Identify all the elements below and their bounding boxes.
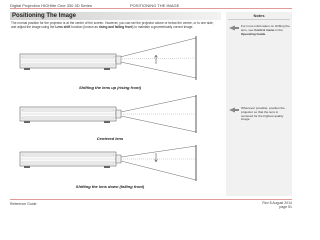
caption-rising-front: Shifting the lens up (rising front)	[79, 85, 141, 90]
figure-falling-front	[16, 143, 201, 183]
note-1	[241, 25, 290, 36]
notes-divider	[228, 19, 290, 20]
page-number: page 51	[279, 205, 292, 210]
rising-front-diagram	[16, 34, 201, 84]
intro-bold-1: Lens shift	[55, 25, 71, 29]
note-pointer-icon	[229, 25, 239, 31]
note-1-text-pre: For more information on shifting the lens, see	[241, 24, 290, 32]
intro-bold-2: rising and falling front	[98, 25, 133, 29]
footer-revision: Rev 8 August 2014	[262, 201, 292, 205]
figure-centered-lens	[16, 93, 201, 135]
falling-front-diagram	[16, 143, 201, 183]
note-2: Whenever possible, position the projector so that the lens is centered for the highest quality image.	[241, 106, 285, 122]
note-1-bold: Control menu	[254, 27, 275, 32]
header-section: POSITIONING THE IMAGE	[130, 3, 180, 8]
notes-panel	[226, 12, 292, 196]
notes-title: Notes	[253, 13, 265, 18]
note-1-bold-2: Operating Guide	[241, 31, 266, 36]
intro-text-2: function (known as	[70, 25, 99, 29]
caption-centered-lens: Centered lens	[96, 136, 124, 141]
header-rule	[10, 8, 292, 9]
centered-lens-diagram	[16, 93, 201, 135]
note-1-text-mid: in the	[274, 27, 283, 32]
intro-text-1: The normal position for the projector is at the centre of the screen. However, you can set the projector above or below the centre, or to one side, and adjust the image using the	[11, 21, 214, 29]
footer-right	[248, 201, 292, 209]
intro-paragraph	[11, 21, 219, 29]
header-product: Digital Projection HIGHlite Cine 330 3D Series	[10, 3, 93, 8]
footer-left: Reference Guide	[10, 202, 37, 206]
note-pointer-icon	[229, 107, 239, 113]
footer-rule	[10, 199, 292, 200]
figure-rising-front	[16, 34, 201, 84]
page-title: Positioning The Image	[12, 13, 77, 19]
note-1-text-post: .	[265, 31, 267, 36]
caption-falling-front: Shifting the lens down (falling front)	[75, 184, 145, 189]
intro-text-3: ) to maintain a geometrically correct image.	[132, 25, 194, 29]
